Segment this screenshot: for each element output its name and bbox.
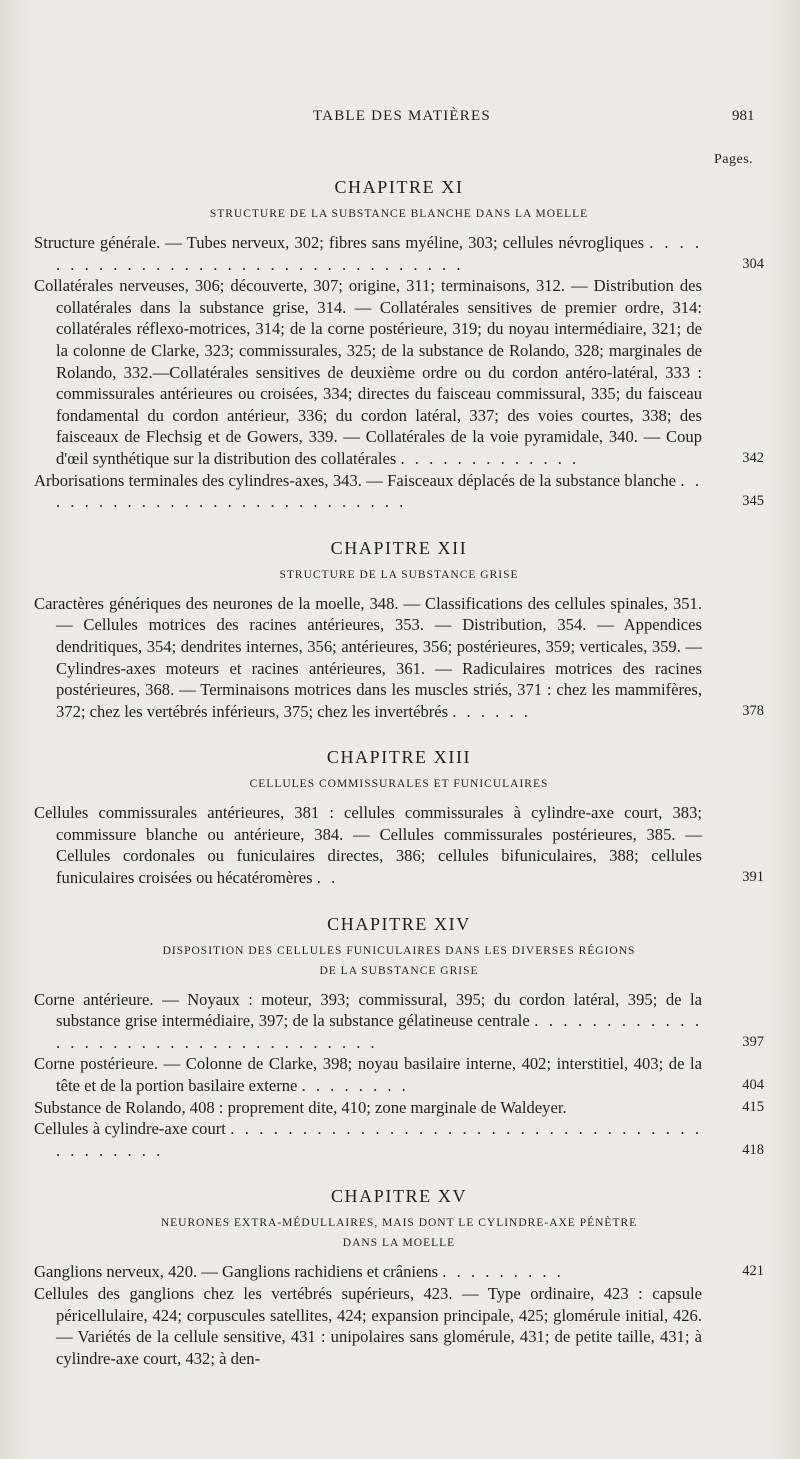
- leader-dots: . . . . . . . . . . . . . . . . . . . . . . . . . . . . . . . . . . .: [56, 1011, 702, 1052]
- entry-page-number: 415: [742, 1098, 764, 1115]
- chapter-title: CHAPITRE XIII: [326, 747, 472, 768]
- chapter-subtitle-line: STRUCTURE DE LA SUBSTANCE BLANCHE DANS LA MOELLE: [209, 208, 589, 220]
- entry-page-number: 397: [742, 1033, 764, 1050]
- chapter-subtitle-line: DISPOSITION DES CELLULES FUNICULAIRES DANS LES DIVERSES RÉGIONS: [162, 944, 636, 957]
- entry-text: Substance de Rolando, 408 : proprement dite, 410; zone marginale de Waldeyer.: [34, 1097, 567, 1117]
- entry-text: Cellules commissurales antérieures, 381 : cellules commissurales à cylindre-axe court, 383; commissure blanche ou antérieure, 384. — Cellules commissurales postérieures, 385. — Cellules cordonales ou funiculaires directes, 386; cellules bifuniculaires, 388; cellules funiculaires croisées ou hécatéromères: [34, 803, 702, 888]
- toc-entry: [34, 470, 764, 513]
- leader-dots: . .: [316, 868, 339, 888]
- leader-dots: . . . . . .: [452, 701, 531, 721]
- chapter-title: CHAPITRE XI: [334, 177, 464, 197]
- chapter-subtitle: [34, 204, 764, 224]
- entry-page-number: 378: [742, 702, 764, 719]
- page-number: 981: [732, 108, 755, 124]
- chapter-subtitle: [34, 941, 764, 981]
- toc-entry: [34, 989, 764, 1054]
- entry-page-number: 421: [742, 1263, 764, 1280]
- entry-text: Structure générale. — Tubes nerveux, 302; fibres sans myéline, 303; cellules névrogliques: [34, 233, 645, 252]
- leader-dots: . . . . . . . . . . . . .: [400, 448, 580, 468]
- entry-page-number: 304: [742, 255, 764, 272]
- chapter-spacer: [34, 889, 764, 905]
- chapter-subtitle: [34, 1213, 764, 1253]
- toc-entry: [34, 802, 764, 888]
- chapter-title: CHAPITRE XIV: [327, 913, 471, 934]
- entry-text: Cellules à cylindre-axe court: [34, 1119, 226, 1139]
- entry-text: Cellules des ganglions chez les vertébrés supérieurs, 423. — Type ordinaire, 423 : capsule péricellulaire, 424; corpuscules satellites, 424; expansion principale, 425; glomérule initial, 426. — Variétés de la cellule sensitive, 431 : unipolaires sans glomérule, 431; de petite taille, 431; à cylindre-axe court, 432; à den-: [34, 1284, 702, 1368]
- entry-text: Corne antérieure. — Noyaux : moteur, 393; commissural, 395; du cordon latéral, 395; de la substance grise intermédiaire, 397; de la substance gélatineuse centrale: [34, 989, 702, 1031]
- running-head-title: TABLE DES MATIÈRES: [313, 108, 491, 124]
- entry-text: Caractères génériques des neurones de la moelle, 348. — Classifications des cellules spinales, 351. — Cellules motrices des racines antérieures, 353. — Distribution, 354. — Appendices dendritiques, 354; dendrites internes, 356; antérieures, 356; postérieures, 359; verticales, 359. — Cylindres-axes moteurs et racines antérieures, 361. — Radiculaires motrices des racines postérieures, 368. — Terminaisons motrices dans les muscles striés, 371 : chez les mammifères, 372; chez les vertébrés inférieurs, 375; chez les invertébrés: [34, 593, 702, 721]
- toc-entry: [34, 1053, 764, 1096]
- chapter-xi: [34, 174, 764, 513]
- toc-entry: [34, 1261, 764, 1283]
- chapter-xiii: [34, 744, 764, 888]
- entry-text: Arborisations terminales des cylindres-axes, 343. — Faisceaux déplacés de la substance blanche: [34, 470, 677, 490]
- chapter-subtitle: [34, 774, 764, 794]
- toc-entry: [34, 1283, 764, 1369]
- chapter-spacer: [34, 1161, 764, 1177]
- entry-page-number: 345: [742, 493, 764, 510]
- chapter-subtitle-line: NEURONES EXTRA-MÉDULLAIRES, MAIS DONT LE CYLINDRE-AXE PÉNÈTRE: [160, 1217, 638, 1230]
- chapter-subtitle-line: DANS LA MOELLE: [342, 1237, 456, 1250]
- entry-page-number: 342: [742, 449, 764, 466]
- chapter-spacer: [34, 722, 764, 738]
- toc-entry: [34, 1118, 764, 1161]
- toc-entry: [34, 1097, 764, 1119]
- leader-dots: . . . . . . . . .: [442, 1262, 564, 1282]
- chapter-xv: [34, 1183, 764, 1369]
- chapter-spacer: [34, 513, 764, 529]
- table-of-contents: [34, 168, 764, 1369]
- chapter-subtitle: [34, 565, 764, 585]
- toc-entry: [34, 275, 764, 469]
- chapter-title: CHAPITRE XII: [330, 537, 468, 558]
- entry-page-number: 404: [742, 1077, 764, 1094]
- entry-text: Collatérales nerveuses, 306; découverte, 307; origine, 311; terminaisons, 312. — Distribution des collatérales dans la substance grise, 314. — Collatérales sensitives de premier ordre, 314: collatérales réflexo-motrices, 314; de la corne postérieure, 319; du noyau intermédiaire, 321; de la colonne de Clarke, 323; commissurales, 325; de la substance de Rolando, 328; marginales de Rolando, 332.—Collatérales sensitives de deuxième ordre ou du cordon antéro-latéral, 333 : commissurales antérieures ou croisées, 334; directes du faisceau commissural, 335; du faisceau fondamental du cordon antérieur, 336; du cordon latéral, 337; des voies courtes, 338; des faisceaux de Flechsig et de Gowers, 339. — Collatérales de la voie pyramidale, 340. — Coup d'œil synthétique sur la distribution des collatérales: [34, 276, 702, 468]
- entry-text: Corne postérieure. — Colonne de Clarke, 398; noyau basilaire interne, 402; interstitiel, 403; de la tête et de la portion basilaire externe: [34, 1054, 702, 1096]
- pages-column-label: Pages.: [714, 152, 754, 167]
- chapter-xii: [34, 535, 764, 723]
- chapter-title: CHAPITRE XV: [330, 1186, 468, 1207]
- chapter-xiv: [34, 911, 764, 1162]
- chapter-subtitle-line: DE LA SUBSTANCE GRISE: [319, 964, 479, 977]
- leader-dots: . . . . . . . .: [301, 1076, 409, 1096]
- leader-dots: . . . . . . . . . . . . . . . . . . . . . . . . . . . . . . . . . . . . . . . . .: [56, 1119, 702, 1160]
- entry-page-number: 391: [742, 869, 764, 886]
- leader-dots: . . . . . . . . . . . . . . . . . . . . . . . . . . .: [56, 470, 703, 512]
- chapter-subtitle-line: STRUCTURE DE LA SUBSTANCE GRISE: [279, 568, 519, 581]
- chapter-subtitle-line: CELLULES COMMISSURALES ET FUNICULAIRES: [249, 778, 549, 791]
- entry-page-number: 418: [742, 1141, 764, 1158]
- toc-entry: [34, 593, 764, 723]
- leader-dots: . . . . . . . . . . . . . . . . . . . . . . . . . . . . . . . . .: [56, 233, 702, 274]
- entry-text: Ganglions nerveux, 420. — Ganglions rachidiens et crâniens: [34, 1262, 439, 1282]
- toc-entry: [34, 232, 764, 275]
